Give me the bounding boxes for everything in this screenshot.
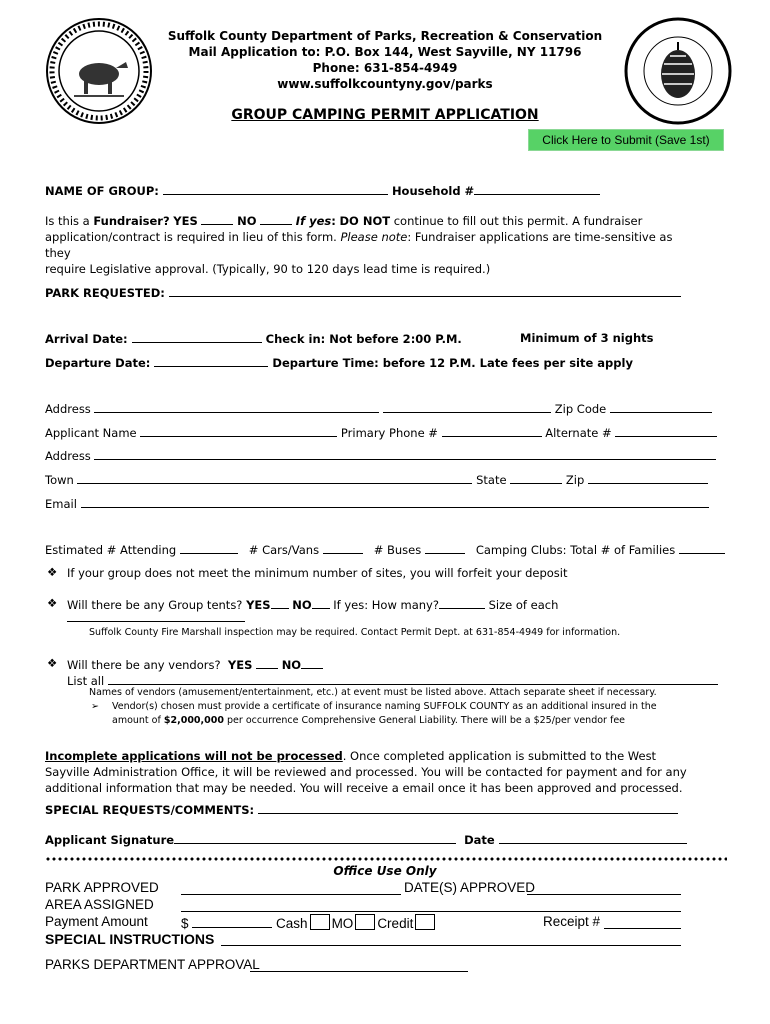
tents-row — [67, 597, 558, 612]
park-approved-field[interactable] — [181, 880, 401, 895]
fundraiser-line2b: : Fundraiser applications are time-sensitive as they — [45, 230, 673, 260]
household-field[interactable] — [474, 183, 600, 195]
credit-label: Credit — [377, 916, 414, 931]
town-label: Town — [45, 473, 74, 487]
tents-yes-label: YES — [246, 598, 271, 612]
signature-label: Applicant Signature — [45, 833, 175, 847]
divider-dotted — [45, 857, 727, 861]
departure-time-text: Departure Time: before 12 P.M. Late fees per site apply — [272, 356, 633, 370]
fundraiser-q: Is this a — [45, 214, 90, 228]
dept-name: Suffolk County Department of Parks, Recreation & Conservation — [167, 29, 603, 43]
tents-no-label: NO — [292, 598, 312, 612]
email-label: Email — [45, 497, 77, 511]
how-many-field[interactable] — [439, 597, 485, 609]
form-title: GROUP CAMPING PERMIT APPLICATION — [231, 107, 539, 123]
vendor-amount-prefix: amount of — [112, 715, 161, 726]
credit-checkbox[interactable] — [415, 914, 435, 930]
vendors-yes-field[interactable] — [256, 657, 278, 669]
zip-label: Zip — [565, 473, 585, 487]
fundraiser-yes-label: YES — [173, 214, 198, 228]
tents-no-field[interactable] — [312, 597, 330, 609]
fundraiser-paragraph: Is this a Fundraiser? YES NO If yes: DO NOT continue to fill out this permit. A fundraiser application/contract is required in lieu of this form. Please note: Fundraiser applications are time-sensitive as they require Legislative approval. (Typically, 90 to 120 days lead time is required.) — [45, 214, 673, 276]
address-row — [45, 401, 712, 416]
receipt-label: Receipt # — [543, 914, 601, 929]
address2-field[interactable] — [94, 448, 716, 460]
payment-fields — [181, 914, 437, 931]
camping-clubs-field[interactable] — [679, 542, 725, 554]
minimum-sites-note: If your group does not meet the minimum number of sites, you will forfeit your deposit — [67, 566, 568, 580]
incomplete-paragraph — [45, 748, 695, 796]
alternate-phone-field[interactable] — [615, 425, 717, 437]
minimum-nights: Minimum of 3 nights — [520, 331, 654, 345]
group-name-field[interactable] — [163, 183, 388, 195]
park-approved-label: PARK APPROVED — [45, 880, 159, 895]
primary-phone-field[interactable] — [442, 425, 542, 437]
mail-address: Mail Application to: P.O. Box 144, West Sayville, NY 11796 — [188, 45, 582, 59]
area-assigned-label: AREA ASSIGNED — [45, 897, 154, 912]
if-yes-text: If yes — [295, 214, 332, 228]
incomplete-line3: additional information that may be needed. You will receive a email once it has been approved and processed. — [45, 781, 683, 795]
cash-label: Cash — [276, 916, 308, 931]
website-link[interactable]: www.suffolkcountyny.gov/parks — [277, 77, 493, 91]
camping-clubs-label: Camping Clubs: Total # of Families — [475, 543, 676, 557]
fire-marshall-note: Suffolk County Fire Marshall inspection may be required. Contact Permit Dept. at 631-854-4949 for information. — [89, 627, 621, 638]
state-label: State — [476, 473, 507, 487]
submit-button[interactable]: Click Here to Submit (Save 1st) — [528, 129, 724, 151]
special-instructions-field[interactable] — [221, 931, 681, 946]
buses-label: # Buses — [373, 543, 422, 557]
departure-label: Departure Date: — [45, 356, 151, 370]
area-assigned-field[interactable] — [181, 897, 681, 912]
phone-number: Phone: 631-854-4949 — [312, 61, 458, 75]
office-use-header: Office Use Only — [333, 864, 437, 878]
bullet-diamond-icon: ❖ — [47, 656, 58, 670]
state-field[interactable] — [510, 472, 562, 484]
address-field[interactable] — [94, 401, 379, 413]
vendors-row — [67, 657, 323, 672]
do-not-text: DO NOT — [339, 214, 391, 228]
group-row — [45, 183, 600, 198]
tents-question: Will there be any Group tents? — [67, 598, 243, 612]
date-label: Date — [464, 833, 495, 847]
household-label: Household # — [391, 184, 475, 198]
dollar-sign: $ — [181, 916, 189, 931]
payment-amount-field[interactable] — [192, 914, 272, 928]
parks-approval-label: PARKS DEPARTMENT APPROVAL — [45, 957, 260, 972]
special-requests-field[interactable] — [258, 802, 678, 814]
vendors-names-note: Names of vendors (amusement/entertainment, etc.) at event must be listed above. Attach separate sheet if necessary. — [89, 687, 657, 698]
town-row — [45, 472, 708, 487]
receipt-field[interactable] — [604, 914, 681, 929]
cars-label: # Cars/Vans — [248, 543, 320, 557]
vendors-question: Will there be any vendors? — [67, 658, 221, 672]
park-row — [45, 285, 681, 300]
vendor-insurance-line1: Vendor(s) chosen must provide a certificate of insurance naming SUFFOLK COUNTY as an additional insured in the — [112, 701, 657, 712]
applicant-row — [45, 425, 717, 440]
incomplete-rest: . Once completed application is submitted to the West — [342, 749, 657, 763]
bullet-diamond-icon: ❖ — [47, 596, 58, 610]
fundraiser-line2a: application/contract is required in lieu of this form. — [45, 230, 337, 244]
arrival-field[interactable] — [132, 331, 262, 343]
signature-field[interactable] — [174, 832, 456, 844]
date-field[interactable] — [499, 832, 687, 844]
park-label: PARK REQUESTED: — [45, 286, 165, 300]
park-field[interactable] — [169, 285, 681, 297]
email-field[interactable] — [81, 496, 709, 508]
county-seal-logo — [44, 16, 154, 126]
group-name-label: NAME OF GROUP: — [45, 184, 159, 198]
address2-row — [45, 448, 716, 463]
bullet-diamond-icon: ❖ — [47, 565, 58, 579]
payment-row — [45, 914, 148, 929]
estimated-field[interactable] — [180, 542, 238, 554]
town-field[interactable] — [77, 472, 472, 484]
mo-checkbox[interactable] — [355, 914, 375, 930]
fundraiser-rest: continue to fill out this permit. A fundraiser — [393, 214, 643, 228]
arrival-label: Arrival Date: — [45, 332, 128, 346]
cars-field[interactable] — [323, 542, 363, 554]
arrow-icon: ➢ — [91, 701, 99, 712]
applicant-name-field[interactable] — [140, 425, 337, 437]
mo-label: MO — [331, 916, 354, 931]
payment-amount-label: Payment Amount — [45, 914, 148, 929]
signature-row — [45, 832, 687, 847]
dates-approved-label: DATE(S) APPROVED — [404, 880, 536, 895]
fundraiser-no-field[interactable] — [260, 213, 292, 225]
fundraiser-line3: require Legislative approval. (Typically, 90 to 120 days lead time is required.) — [45, 262, 491, 276]
address-label: Address — [45, 402, 91, 416]
vendor-amount: $2,000,000 — [163, 715, 224, 726]
vendors-no-field[interactable] — [301, 657, 323, 669]
departure-row — [45, 355, 633, 370]
parks-approval-field[interactable] — [250, 957, 468, 972]
county-parks-logo — [622, 16, 734, 126]
special-requests-row — [45, 802, 678, 817]
fundraiser-label: Fundraiser? — [93, 214, 170, 228]
vendors-no-label: NO — [281, 658, 302, 672]
size-label: Size of each — [488, 598, 559, 612]
primary-phone-label: Primary Phone # — [340, 426, 438, 440]
special-instructions-label: SPECIAL INSTRUCTIONS — [45, 931, 215, 947]
list-all-row — [67, 673, 718, 688]
list-all-field[interactable] — [108, 673, 718, 685]
please-note-text: Please note — [340, 230, 408, 244]
applicant-name-label: Applicant Name — [45, 426, 137, 440]
zip-field[interactable] — [588, 472, 708, 484]
vendor-amount-suffix: per occurrence Comprehensive General Liability. There will be a $25/per vendor fee — [227, 715, 626, 726]
alternate-phone-label: Alternate # — [545, 426, 612, 440]
cash-checkbox[interactable] — [310, 914, 330, 930]
zip-code-field[interactable] — [610, 401, 712, 413]
tents-yes-field[interactable] — [271, 597, 289, 609]
address2-label: Address — [45, 449, 91, 463]
fundraiser-no-label: NO — [237, 214, 257, 228]
how-many-label: If yes: How many? — [333, 598, 439, 612]
estimated-label: Estimated # Attending — [45, 543, 177, 557]
zip-code-label: Zip Code — [554, 402, 607, 416]
buses-field[interactable] — [425, 542, 465, 554]
tent-size-field[interactable] — [67, 611, 245, 622]
checkin-text: Check in: Not before 2:00 P.M. — [265, 332, 462, 346]
address-extra-field[interactable] — [383, 401, 551, 413]
arrival-row — [45, 331, 462, 346]
special-requests-label: SPECIAL REQUESTS/COMMENTS: — [45, 803, 255, 817]
fundraiser-yes-field[interactable] — [201, 213, 233, 225]
dates-approved-field[interactable] — [527, 880, 681, 895]
email-row — [45, 496, 709, 511]
vendor-insurance-line2 — [112, 715, 625, 726]
incomplete-line2: Sayville Administration Office, it will be reviewed and processed. You will be contacted for payment and for any — [45, 765, 687, 779]
vendors-yes-label: YES — [227, 658, 253, 672]
list-all-label: List all — [67, 674, 105, 688]
incomplete-warning: Incomplete applications will not be processed — [45, 749, 343, 763]
attendance-row — [45, 542, 725, 557]
departure-field[interactable] — [154, 355, 268, 367]
